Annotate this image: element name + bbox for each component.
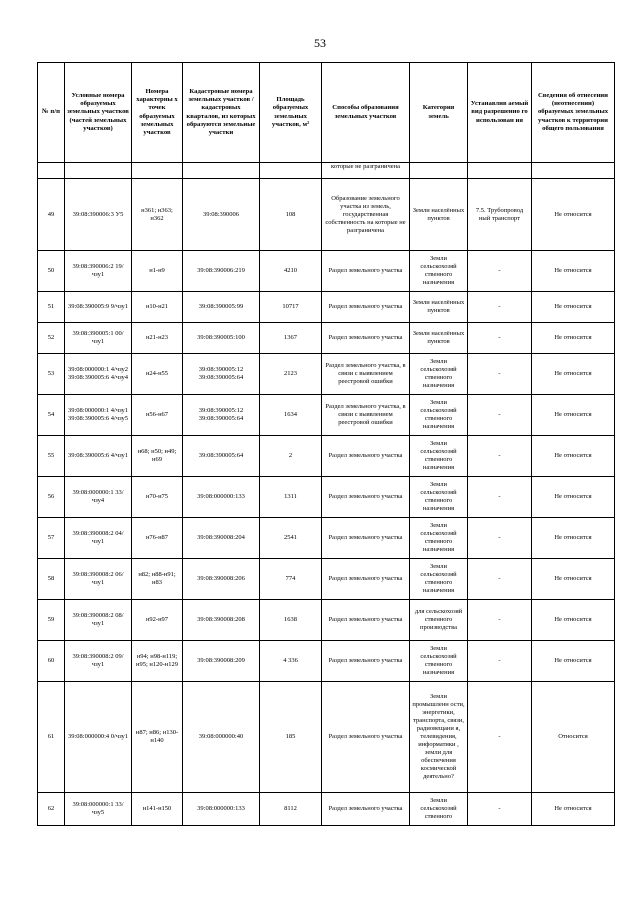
category-cell: Земли сельскохозяй ственного назначения	[410, 477, 468, 518]
continuation-row	[38, 163, 615, 179]
method-cell: Раздел земельного участка	[322, 682, 410, 793]
row-number-cell: 49	[38, 179, 65, 251]
points-cell: н141-н150	[132, 793, 183, 826]
area-cell: 1311	[260, 477, 322, 518]
table-header	[38, 63, 615, 163]
area-cell: 2541	[260, 518, 322, 559]
table-row	[38, 793, 615, 826]
points-cell: н92-н97	[132, 600, 183, 641]
method-cell: Раздел земельного участка	[322, 641, 410, 682]
public-use-cell: Не относится	[532, 292, 615, 323]
cadastral-number-cell: 39:08:000000:133	[183, 793, 260, 826]
cadastral-number-cell: 39:08:000000:40	[183, 682, 260, 793]
table-row	[38, 518, 615, 559]
conditional-number-cell: 39:08:000000:4 0/чзу1	[65, 682, 132, 793]
permitted-use-cell: 7.5. Трубопровод ный транспорт	[468, 179, 532, 251]
public-use-cell: Относится	[532, 682, 615, 793]
row-number-cell: 50	[38, 251, 65, 292]
conditional-number-cell: 39:08:390008:2 06/чзу1	[65, 559, 132, 600]
cadastral-number-cell: 39:08:390008:206	[183, 559, 260, 600]
points-cell: н361; н363; н362	[132, 179, 183, 251]
table-row	[38, 251, 615, 292]
land-plots-table	[37, 62, 615, 826]
area-cell: 2123	[260, 354, 322, 395]
table-row	[38, 179, 615, 251]
column-header: Устанавлив аемый вид разрешенно го использован ия	[468, 63, 532, 163]
cadastral-number-cell: 39:08:390005:64	[183, 436, 260, 477]
table-row	[38, 477, 615, 518]
method-cell: Раздел земельного участка	[322, 436, 410, 477]
row-number-cell: 62	[38, 793, 65, 826]
category-cell: Земли населённых пунктов	[410, 323, 468, 354]
row-number-cell: 54	[38, 395, 65, 436]
area-cell: 2	[260, 436, 322, 477]
row-number-cell: 55	[38, 436, 65, 477]
row-number-cell: 59	[38, 600, 65, 641]
public-use-cell: Не относится	[532, 179, 615, 251]
permitted-use-cell: -	[468, 559, 532, 600]
table-row	[38, 354, 615, 395]
category-cell: Земли сельскохозяй ственного назначения	[410, 436, 468, 477]
public-use-cell: Не относится	[532, 251, 615, 292]
method-cell: Раздел земельного участка	[322, 600, 410, 641]
cadastral-number-cell: 39:08:390008:209	[183, 641, 260, 682]
table-row	[38, 600, 615, 641]
cadastral-number-cell: 39:08:390005:99	[183, 292, 260, 323]
cadastral-number-cell: 39:08:390008:204	[183, 518, 260, 559]
column-header: Сведения об отнесении (неотнесении) образуемых земельных участков к территории общего пользования	[532, 63, 615, 163]
conditional-number-cell: 39:08:000000:1 4/чзу1 39:08:390005:6 4/чзу5	[65, 395, 132, 436]
table-row	[38, 641, 615, 682]
row-number-cell: 60	[38, 641, 65, 682]
permitted-use-cell: -	[468, 292, 532, 323]
permitted-use-cell: -	[468, 436, 532, 477]
points-cell: н94; н98-н119; н95; н120-н129	[132, 641, 183, 682]
points-cell: н1-н9	[132, 251, 183, 292]
cadastral-number-cell: 39:08:390008:208	[183, 600, 260, 641]
area-cell: 108	[260, 179, 322, 251]
category-cell: Земли сельскохозяй ственного	[410, 793, 468, 826]
area-cell: 185	[260, 682, 322, 793]
public-use-cell: Не относится	[532, 354, 615, 395]
category-cell: Земли сельскохозяй ственного назначения	[410, 518, 468, 559]
public-use-cell: Не относится	[532, 395, 615, 436]
public-use-cell: Не относится	[532, 323, 615, 354]
column-header: Площадь образуемых земельных участков, м²	[260, 63, 322, 163]
table-row	[38, 292, 615, 323]
method-cell: Раздел земельного участка	[322, 323, 410, 354]
category-cell: Земли сельскохозяй ственного назначения	[410, 354, 468, 395]
area-cell: 1367	[260, 323, 322, 354]
column-header: Условные номера образуемых земельных участков (частей земельных участков)	[65, 63, 132, 163]
conditional-number-cell: 39:08:000000:1 4/чзу2 39:08:390005:6 4/чзу4	[65, 354, 132, 395]
points-cell: н68; н50; н49; н69	[132, 436, 183, 477]
row-number-cell: 56	[38, 477, 65, 518]
permitted-use-cell: -	[468, 682, 532, 793]
permitted-use-cell: -	[468, 518, 532, 559]
method-cell: Образование земельного участка из земель, государственная собственность на которые не разграничена	[322, 179, 410, 251]
area-cell: 1634	[260, 395, 322, 436]
points-cell: н76-н87	[132, 518, 183, 559]
permitted-use-cell: -	[468, 251, 532, 292]
method-cell: Раздел земельного участка	[322, 477, 410, 518]
area-cell: 1638	[260, 600, 322, 641]
table-row	[38, 559, 615, 600]
column-header: Номера характерны х точек образуемых земельных участков	[132, 63, 183, 163]
area-cell: 4 336	[260, 641, 322, 682]
column-header: № п/п	[38, 63, 65, 163]
column-header: Способы образования земельных участков	[322, 63, 410, 163]
page-number: 53	[314, 36, 326, 50]
row-number-cell: 52	[38, 323, 65, 354]
public-use-cell: Не относится	[532, 641, 615, 682]
method-cell: Раздел земельного участка, в связи с выявлением реестровой ошибки	[322, 354, 410, 395]
method-cell: Раздел земельного участка	[322, 251, 410, 292]
permitted-use-cell: -	[468, 793, 532, 826]
conditional-number-cell: 39:08:390008:2 08/чзу1	[65, 600, 132, 641]
permitted-use-cell: -	[468, 600, 532, 641]
permitted-use-cell: -	[468, 354, 532, 395]
method-cell: которые не разграничена	[322, 163, 410, 179]
table-row	[38, 323, 615, 354]
category-cell: Земли населённых пунктов	[410, 292, 468, 323]
cadastral-number-cell: 39:08:390006	[183, 179, 260, 251]
permitted-use-cell: -	[468, 641, 532, 682]
conditional-number-cell: 39:08:390005:6 4/чзу1	[65, 436, 132, 477]
permitted-use-cell: -	[468, 323, 532, 354]
points-cell: н82; н88-н91; н83	[132, 559, 183, 600]
category-cell: Земли сельскохозяй ственного назначения	[410, 641, 468, 682]
conditional-number-cell: 39:08:390006:3 У5	[65, 179, 132, 251]
conditional-number-cell: 39:08:390008:2 09/чзу1	[65, 641, 132, 682]
category-cell: Земли населённых пунктов	[410, 179, 468, 251]
column-header: Кадастровые номера земельных участков / кадастровых кварталов, из которых образуются земельные участки	[183, 63, 260, 163]
cadastral-number-cell: 39:08:390005:100	[183, 323, 260, 354]
conditional-number-cell: 39:08:390005:1 00/чзу1	[65, 323, 132, 354]
category-cell: Земли промышленн ости, энергетики, транспорта, связи, радиовещани я, телевидения, информатики , земли для обеспечения космической деятельно?	[410, 682, 468, 793]
area-cell: 8112	[260, 793, 322, 826]
category-cell: Земли сельскохозяй ственного назначения	[410, 251, 468, 292]
method-cell: Раздел земельного участка, в связи с выявлением реестровой ошибки	[322, 395, 410, 436]
conditional-number-cell: 39:08:390008:2 04/чзу1	[65, 518, 132, 559]
cadastral-number-cell: 39:08:390005:12 39:08:390005:64	[183, 354, 260, 395]
permitted-use-cell: -	[468, 477, 532, 518]
public-use-cell: Не относится	[532, 559, 615, 600]
public-use-cell: Не относится	[532, 436, 615, 477]
row-number-cell: 51	[38, 292, 65, 323]
row-number-cell: 57	[38, 518, 65, 559]
points-cell: н56-н67	[132, 395, 183, 436]
public-use-cell: Не относится	[532, 518, 615, 559]
points-cell: н10-н21	[132, 292, 183, 323]
method-cell: Раздел земельного участка	[322, 559, 410, 600]
area-cell: 774	[260, 559, 322, 600]
points-cell: н70-н75	[132, 477, 183, 518]
method-cell: Раздел земельного участка	[322, 793, 410, 826]
conditional-number-cell: 39:08:000000:1 33/чзу5	[65, 793, 132, 826]
method-cell: Раздел земельного участка	[322, 518, 410, 559]
conditional-number-cell: 39:08:000000:1 33/чзу4	[65, 477, 132, 518]
column-header: Категория земель	[410, 63, 468, 163]
conditional-number-cell: 39:08:390005:9 9/чзу1	[65, 292, 132, 323]
points-cell: н24-н55	[132, 354, 183, 395]
table-row	[38, 682, 615, 793]
table-row	[38, 395, 615, 436]
row-number-cell: 61	[38, 682, 65, 793]
method-cell: Раздел земельного участка	[322, 292, 410, 323]
points-cell: н87; н86; н130-н140	[132, 682, 183, 793]
permitted-use-cell: -	[468, 395, 532, 436]
row-number-cell: 58	[38, 559, 65, 600]
category-cell: для сельскохозяй ственного производства	[410, 600, 468, 641]
public-use-cell: Не относится	[532, 793, 615, 826]
cadastral-number-cell: 39:08:390005:12 39:08:390005:64	[183, 395, 260, 436]
cadastral-number-cell: 39:08:390006:219	[183, 251, 260, 292]
row-number-cell: 53	[38, 354, 65, 395]
points-cell: н21-н23	[132, 323, 183, 354]
public-use-cell: Не относится	[532, 477, 615, 518]
category-cell: Земли сельскохозяй ственного назначения	[410, 395, 468, 436]
category-cell: Земли сельскохозяй ственного назначения	[410, 559, 468, 600]
area-cell: 10717	[260, 292, 322, 323]
conditional-number-cell: 39:08:390006:2 19/чзу1	[65, 251, 132, 292]
area-cell: 4210	[260, 251, 322, 292]
public-use-cell: Не относится	[532, 600, 615, 641]
cadastral-number-cell: 39:08:000000:133	[183, 477, 260, 518]
table-row	[38, 436, 615, 477]
